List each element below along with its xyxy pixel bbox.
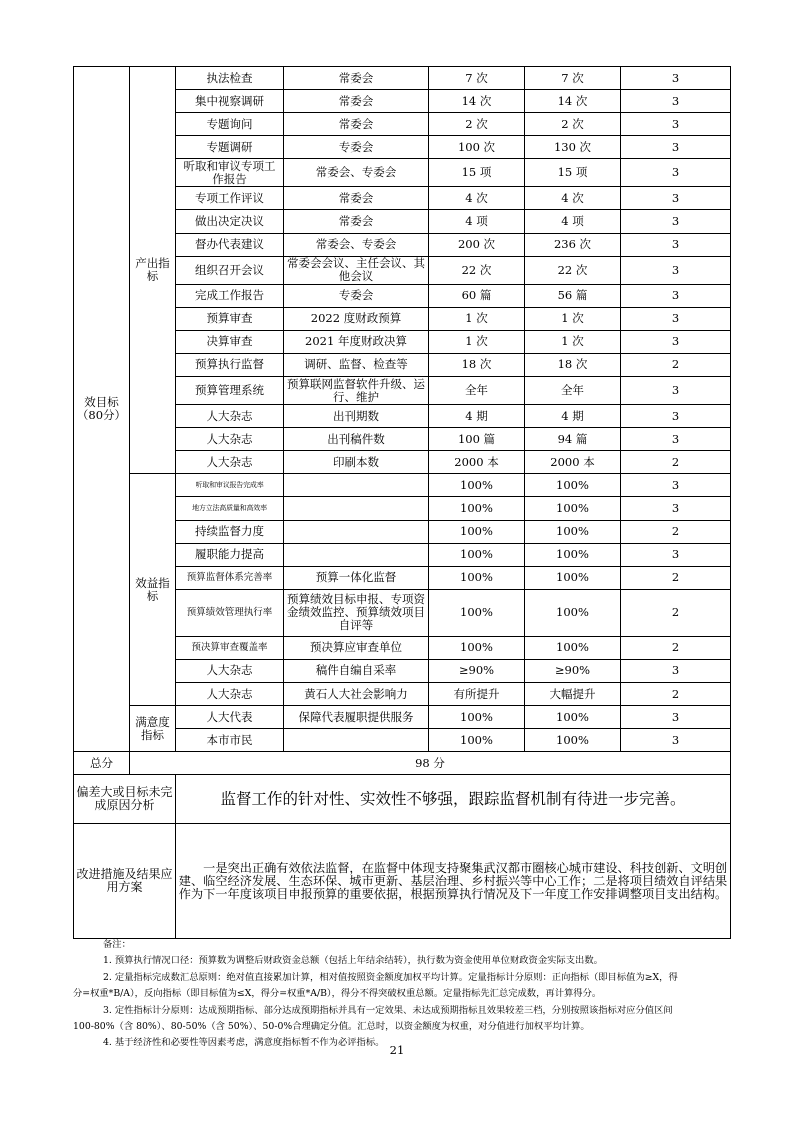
actual-value: 100%	[525, 706, 621, 729]
indicator-content: 2021 年度财政决算	[284, 330, 429, 353]
deviation-label: 偏差大或目标未完成原因分析	[74, 775, 176, 824]
indicator-content: 黄石人大社会影响力	[284, 682, 429, 705]
page-number: 21	[389, 1043, 405, 1057]
indicator-score: 3	[621, 706, 731, 729]
actual-value: 1 次	[525, 307, 621, 330]
indicator-name: 人大杂志	[176, 682, 284, 705]
target-value: 15 项	[429, 159, 525, 187]
indicator-name: 预算监督体系完善率	[176, 566, 284, 589]
indicator-name: 人大杂志	[176, 451, 284, 474]
indicator-name: 完成工作报告	[176, 284, 284, 307]
indicator-name: 听取和审议专项工作报告	[176, 159, 284, 187]
target-value: 4 次	[429, 187, 525, 210]
indicator-name: 预决算审查覆盖率	[176, 636, 284, 659]
actual-value: 7 次	[525, 67, 621, 90]
target-value: 2000 本	[429, 451, 525, 474]
actual-value: 236 次	[525, 233, 621, 256]
indicator-score: 2	[621, 566, 731, 589]
note-2b: 分=权重*B/A），反向指标（即目标值为≤X，得分=权重*A/B），得分不得突破权重总额。定量指标先汇总完成数，再计算得分。	[73, 988, 602, 1000]
indicator-content: 常委会	[284, 210, 429, 233]
actual-value: 18 次	[525, 353, 621, 376]
actual-value: 2000 本	[525, 451, 621, 474]
indicator-name: 人大杂志	[176, 659, 284, 682]
actual-value: 56 篇	[525, 284, 621, 307]
total-label: 总分	[74, 752, 130, 775]
actual-value: 100%	[525, 543, 621, 566]
indicator-name: 预算审查	[176, 307, 284, 330]
target-value: 4 期	[429, 405, 525, 428]
target-value: 全年	[429, 377, 525, 405]
target-value: 100%	[429, 566, 525, 589]
indicator-content: 常委会、专委会	[284, 233, 429, 256]
actual-value: 94 篇	[525, 428, 621, 451]
indicator-score: 3	[621, 210, 731, 233]
notes	[73, 937, 733, 1052]
deviation-text: 监督工作的针对性、实效性不够强，跟踪监督机制有待进一步完善。	[176, 775, 731, 824]
note-3a: 3. 定性指标计分原则：达成预期指标、部分达成预期指标并具有一定效果、未达成预期指标且效果较差三档，分别按照该指标对应分值区间	[103, 1004, 673, 1016]
actual-value: 130 次	[525, 136, 621, 159]
actual-value: 100%	[525, 729, 621, 752]
indicator-score: 3	[621, 497, 731, 520]
actual-value: 100%	[525, 474, 621, 497]
indicator-content: 常委会会议、主任会议、其他会议	[284, 256, 429, 284]
indicator-score: 2	[621, 353, 731, 376]
actual-value: 4 项	[525, 210, 621, 233]
indicator-score: 3	[621, 405, 731, 428]
target-value: 4 项	[429, 210, 525, 233]
indicator-name: 预算执行监督	[176, 353, 284, 376]
output-row	[74, 67, 731, 90]
target-value: 14 次	[429, 90, 525, 113]
indicator-content: 保障代表履职提供服务	[284, 706, 429, 729]
target-value: 22 次	[429, 256, 525, 284]
benefit-subcategory: 效益指标	[130, 474, 176, 706]
notes-title: 备注：	[103, 939, 131, 950]
indicator-content: 常委会	[284, 90, 429, 113]
target-value: 2 次	[429, 113, 525, 136]
indicator-content	[284, 520, 429, 543]
indicator-score: 3	[621, 67, 731, 90]
indicator-score: 3	[621, 90, 731, 113]
actual-value: 100%	[525, 636, 621, 659]
indicator-content: 常委会、专委会	[284, 159, 429, 187]
indicator-content: 稿件自编自采率	[284, 659, 429, 682]
target-value: 100%	[429, 636, 525, 659]
benefit-row	[74, 474, 731, 497]
actual-value: 14 次	[525, 90, 621, 113]
improvement-label: 改进措施及结果应用方案	[74, 824, 176, 939]
note-2a: 2. 定量指标完成数汇总原则：绝对值直接累加计算，相对值按照资金额度加权平均计算。定量指标计分原则：正向指标（即目标值为≥X，得	[103, 971, 678, 983]
note-3b: 100-80%（含 80%）、80-50%（含 50%）、50-0%合理确定分值。汇总时，以资金额度为权重，对分值进行加权平均计算。	[73, 1021, 590, 1033]
actual-value: 100%	[525, 497, 621, 520]
actual-value: 22 次	[525, 256, 621, 284]
target-value: 100%	[429, 497, 525, 520]
indicator-content	[284, 543, 429, 566]
indicator-name: 督办代表建议	[176, 233, 284, 256]
indicator-score: 3	[621, 543, 731, 566]
indicator-content	[284, 497, 429, 520]
indicator-score: 3	[621, 233, 731, 256]
indicator-score: 2	[621, 520, 731, 543]
target-value: 7 次	[429, 67, 525, 90]
target-value: 有所提升	[429, 682, 525, 705]
indicator-content: 常委会	[284, 113, 429, 136]
target-value: 60 篇	[429, 284, 525, 307]
indicator-name: 预算绩效管理执行率	[176, 589, 284, 636]
target-value: 18 次	[429, 353, 525, 376]
note-4: 4. 基于经济性和必要性等因素考虑，满意度指标暂不作为必评指标。	[103, 1037, 385, 1049]
target-value: 1 次	[429, 307, 525, 330]
actual-value: 4 期	[525, 405, 621, 428]
indicator-name: 听取和审议报告完成率	[176, 474, 284, 497]
indicator-name: 预算管理系统	[176, 377, 284, 405]
indicator-score: 3	[621, 330, 731, 353]
actual-value: 100%	[525, 566, 621, 589]
actual-value: 4 次	[525, 187, 621, 210]
total-value: 98 分	[130, 752, 731, 775]
indicator-score: 3	[621, 474, 731, 497]
actual-value: 100%	[525, 520, 621, 543]
indicator-content: 预决算应审查单位	[284, 636, 429, 659]
indicator-content	[284, 729, 429, 752]
target-value: 100%	[429, 706, 525, 729]
indicator-name: 人大代表	[176, 706, 284, 729]
indicator-content: 预算绩效目标申报、专项资金绩效监控、预算绩效项目自评等	[284, 589, 429, 636]
indicator-score: 3	[621, 113, 731, 136]
target-value: 100 次	[429, 136, 525, 159]
indicator-name: 集中视察调研	[176, 90, 284, 113]
satisfaction-subcategory: 满意度指标	[130, 706, 176, 752]
target-value: 100%	[429, 729, 525, 752]
indicator-score: 2	[621, 589, 731, 636]
target-value: 100%	[429, 474, 525, 497]
indicator-content: 2022 度财政预算	[284, 307, 429, 330]
target-value: 200 次	[429, 233, 525, 256]
indicator-score: 3	[621, 136, 731, 159]
indicator-score: 3	[621, 428, 731, 451]
indicator-score: 3	[621, 159, 731, 187]
indicator-name: 履职能力提高	[176, 543, 284, 566]
improvement-text: 一是突出正确有效依法监督，在监督中体现支持聚集武汉都市圈核心城市建设、科技创新、文明创建、临空经济发展、生态环保、城市更新、基层治理、乡村振兴等中心工作；二是将项目绩效自评结果作为下一年度该项目申报预算的重要依据，根据预算执行情况及下一年度工作安排调整项目支出结构。	[176, 824, 731, 939]
indicator-score: 2	[621, 682, 731, 705]
indicator-content: 专委会	[284, 136, 429, 159]
indicator-content: 预算一体化监督	[284, 566, 429, 589]
satisfaction-row	[74, 706, 731, 729]
indicator-score: 3	[621, 307, 731, 330]
actual-value: 2 次	[525, 113, 621, 136]
actual-value: 100%	[525, 589, 621, 636]
indicator-name: 人大杂志	[176, 428, 284, 451]
indicator-content: 印刷本数	[284, 451, 429, 474]
category-cell: 效目标（80分）	[74, 67, 130, 752]
indicator-content: 预算联网监督软件升级、运行、维护	[284, 377, 429, 405]
target-value: ≥90%	[429, 659, 525, 682]
indicator-content: 常委会	[284, 187, 429, 210]
indicator-name: 组织召开会议	[176, 256, 284, 284]
indicator-name: 执法检查	[176, 67, 284, 90]
indicator-content: 调研、监督、检查等	[284, 353, 429, 376]
actual-value: 1 次	[525, 330, 621, 353]
indicator-name: 人大杂志	[176, 405, 284, 428]
target-value: 100%	[429, 520, 525, 543]
indicator-name: 决算审查	[176, 330, 284, 353]
indicator-name: 专项工作评议	[176, 187, 284, 210]
performance-table	[73, 66, 731, 939]
indicator-name: 本市市民	[176, 729, 284, 752]
indicator-content: 专委会	[284, 284, 429, 307]
indicator-score: 3	[621, 729, 731, 752]
indicator-name: 地方立法高质量和高效率	[176, 497, 284, 520]
target-value: 1 次	[429, 330, 525, 353]
indicator-score: 3	[621, 187, 731, 210]
output-subcategory: 产出指标	[130, 67, 176, 474]
indicator-score: 3	[621, 284, 731, 307]
actual-value: 大幅提升	[525, 682, 621, 705]
target-value: 100%	[429, 543, 525, 566]
indicator-score: 3	[621, 659, 731, 682]
indicator-score: 3	[621, 377, 731, 405]
actual-value: 全年	[525, 377, 621, 405]
indicator-name: 做出决定决议	[176, 210, 284, 233]
indicator-name: 专题调研	[176, 136, 284, 159]
indicator-content: 出刊稿件数	[284, 428, 429, 451]
note-1: 1. 预算执行情况口径：预算数为调整后财政资金总额（包括上年结余结转），执行数为资金使用单位财政资金实际支出数。	[103, 955, 603, 967]
deviation-row	[74, 775, 731, 824]
actual-value: ≥90%	[525, 659, 621, 682]
improvement-row	[74, 824, 731, 939]
indicator-content: 常委会	[284, 67, 429, 90]
indicator-score: 3	[621, 256, 731, 284]
indicator-name: 持续监督力度	[176, 520, 284, 543]
indicator-content: 出刊期数	[284, 405, 429, 428]
indicator-score: 2	[621, 636, 731, 659]
total-row	[74, 752, 731, 775]
indicator-content	[284, 474, 429, 497]
indicator-score: 2	[621, 451, 731, 474]
indicator-name: 专题询问	[176, 113, 284, 136]
target-value: 100%	[429, 589, 525, 636]
target-value: 100 篇	[429, 428, 525, 451]
actual-value: 15 项	[525, 159, 621, 187]
